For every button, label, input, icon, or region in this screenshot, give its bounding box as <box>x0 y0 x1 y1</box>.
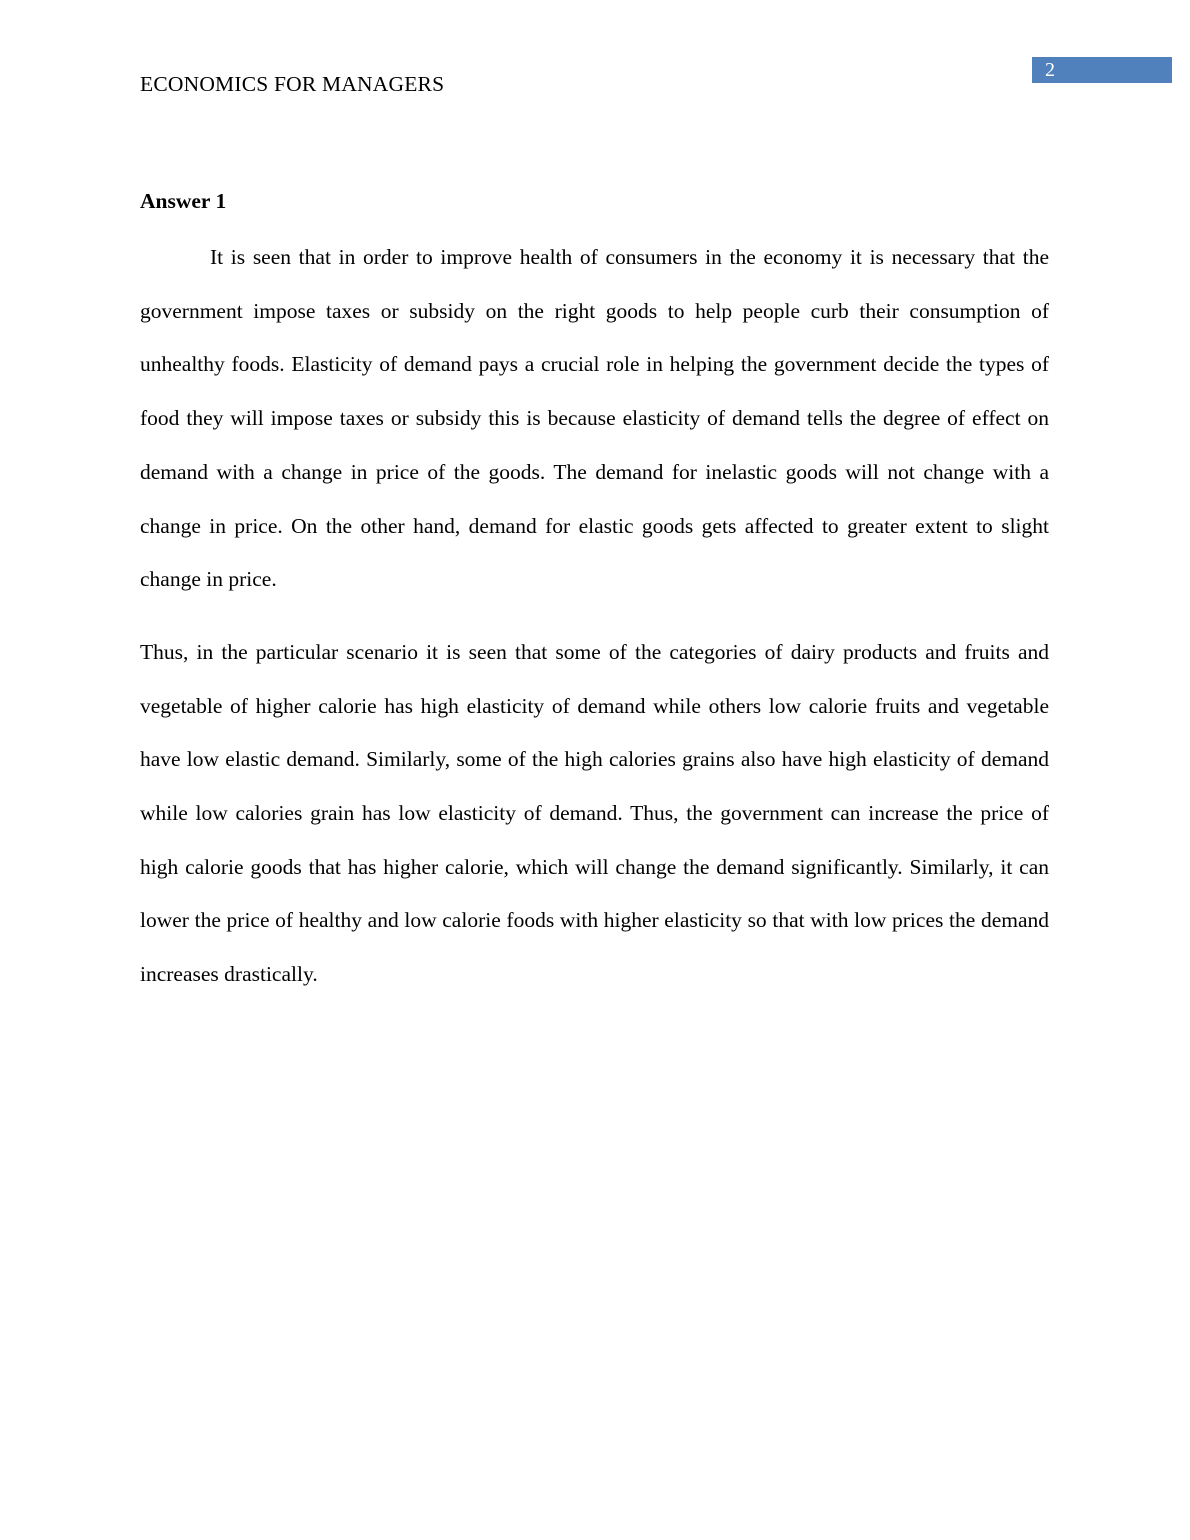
page-number-bar <box>1032 57 1172 83</box>
section-heading: Answer 1 <box>140 189 227 213</box>
running-head-title: ECONOMICS FOR MANAGERS <box>140 72 445 96</box>
page-number: 2 <box>1045 59 1055 81</box>
document-body <box>140 186 1049 1002</box>
body-paragraph: It is seen that in order to improve health of consumers in the economy it is necessary that the government impose taxes or subsidy on the right goods to help people curb their consumption of unhealthy foods. Elasticity of demand pays a crucial role in helping the government decide the types of food they will impose taxes or subsidy this is because elasticity of demand tells the degree of effect on demand with a change in price of the goods. The demand for inelastic goods will not change with a change in price. On the other hand, demand for elastic goods gets affected to greater extent to slight change in price. <box>140 245 1049 592</box>
body-paragraph: Thus, in the particular scenario it is seen that some of the categories of dairy products and fruits and vegetable of higher calorie has high elasticity of demand while others low calorie fruits and vegetable have low elastic demand. Similarly, some of the high calories grains also have high elasticity of demand while low calories grain has low elasticity of demand. Thus, the government can increase the price of high calorie goods that has higher calorie, which will change the demand significantly. Similarly, it can lower the price of healthy and low calorie foods with higher elasticity so that with low prices the demand increases drastically. <box>140 639 1049 987</box>
